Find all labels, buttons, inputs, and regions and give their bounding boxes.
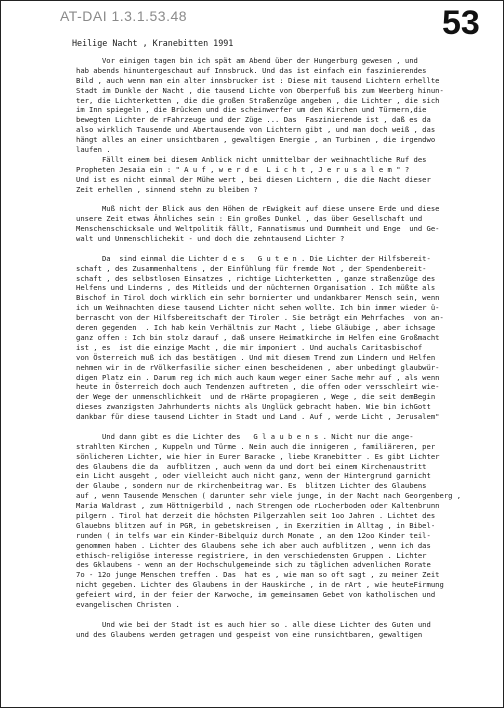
text-line: ethisch-religiöse interesse registriere, in den verschiedensten Gruppen . Lichter [76, 550, 427, 560]
text-line: im Inn spiegeln , die Brücken und die scheinwerfer um den Kirchen und Türmern,die [76, 105, 427, 115]
text-line: auf , wenn Tausende Menschen ( darunter sehr viele junge, in der Nacht nach Georgenberg , [76, 491, 462, 501]
paragraph-gap [76, 610, 500, 620]
text-line: Fällt einem bei diesem Anblick nicht unmittelbar der weihnachtliche Ruf des [76, 154, 427, 164]
text-line: von Österreich muß ich das bestätigen . Und mit diesem Trend zum Lindern und Helfen [76, 352, 436, 362]
text-line: nehmen wir in de rVölkerfasilie sicher einen bescheidenen , aber unbedingt glaubwür- [76, 362, 440, 372]
text-line: dieses zwanzigsten Jahrhunderts nichts als Unglück gebracht haben. Wie bin ichGott [76, 402, 431, 412]
text-line: Helfens und Linderns , des Mitleids und der nüchternen Organisation . Ich müßte als [76, 283, 436, 293]
text-line: gefeiert wird, in der feier der Karwoche, im gemeinsamen Gebet von katholischen und [76, 590, 436, 600]
text-line: laufen . [76, 145, 111, 155]
text-line: der Glaube , sondern nur de rkirchenbeitrag war. Es blitzen Lichter des Glaubens [76, 481, 427, 491]
text-line: und des Glaubens werden getragen und gespeist von eine runsichtbaren, gewaltigen [76, 629, 423, 639]
text-line: der Wege der unmenschlichkeit und de rHärte propagieren , Wege , die seit demBegin [76, 392, 436, 402]
paragraph-1 [76, 56, 500, 155]
text-line: pilgern . Tirol hat derzeit die höchsten Pilgerzahlen seit 1oo Jahren . Lichtet des [76, 510, 436, 520]
paragraph-3 [76, 204, 500, 244]
text-line: Vor einigen tagen bin ich spät am Abend über der Hungerburg gewesen , und [76, 56, 418, 65]
text-line: ein Licht ausgeht , oder vielleicht auch nicht ganz, wenn der Hintergrund garnicht [76, 471, 431, 481]
text-line: ist , es ist die einzige Macht , die mir imponiert . Und auchals Caritasbischof [76, 342, 423, 352]
text-line: Zeit erhellen , sinnend stehn zu bleiben ? [76, 184, 258, 194]
paragraph-gap [76, 194, 500, 204]
page-number: 53 [442, 4, 480, 42]
text-line: walt und Unmenschlichekit - und doch die zehntausend Lichter ? [76, 234, 345, 244]
text-line: Bild , auch wenn man ein alter innsbrucker ist : Diese mit tausend Lichtern erhellte [76, 75, 440, 85]
text-line: 7o - 12o junge Menschen treffen . Das hat es , wie man so oft sagt , zu meiner Zeit [76, 570, 440, 580]
text-line: runden ( in telfs war ein Kinder-Bibelquiz durch Monate , an dem 12oo Kinder teil- [76, 530, 431, 540]
text-line: Glauebns blitzen auf in PGR, in gebetskreisen , in Exerzitien im Alltag , in Bibel- [76, 520, 436, 530]
text-line: digen Platz ein . Darum reg ich mich auch kaum weger einer Sache mehr auf , als wenn [76, 372, 440, 382]
document-title: Heilige Nacht , Kranebitten 1991 [72, 38, 234, 48]
text-line: schaft , des Zusammenhaltens , der Einfühlung für fremde Not , der Spendenbereit- [76, 263, 427, 273]
text-line: ich um Weihnachten diese tausend Lichter nicht sehen wollte. Ich bin immer wieder ü- [76, 303, 440, 313]
text-line: deren gegenden . Ich hab kein Verhältnis zur Macht , liebe Gläubige , aber ichsage [76, 323, 436, 333]
archive-stamp: AT-DAI 1.3.1.53.48 [60, 8, 188, 24]
text-line: heute in Österreich doch auch Tendenzen auftreten , die offen oder versschleirt wie- [76, 382, 440, 392]
text-line: schaft , des selbstlosen Einsatzes , richtige Lichterketten , ganze straßenzüge des [76, 273, 436, 283]
text-line: Muß nicht der Blick aus den Höhen de rEwigkeit auf diese unsere Erde und diese [76, 204, 440, 214]
paragraph-4 [76, 254, 500, 422]
text-line: des Gklaubens - wenn an der Hochschulgemeinde sich zu täglichen advenlichen Rorate [76, 560, 431, 570]
text-line: Stadt im Dunkle der Nacht , die tausend Lichte von Oberperfuß bis zum Weerberg hinun- [76, 85, 444, 95]
text-line: also wirklich Tausende und Abertausende von Lichtern gibt , und man doch weiß , das [76, 125, 436, 135]
text-line: berrascht von der Hilfsbereitschaft der Tiroler . Sie beträgt ein Mehrfaches von an- [76, 313, 444, 323]
paragraph-5 [76, 432, 500, 610]
text-line: ter, die Lichterketten , die die großen Straßenzüge angeben , die Lichter , die sich [76, 95, 440, 105]
text-line: bewegten Lichter de rFahrzeuge und der Züge ... Das Faszinierende ist , daß es da [76, 115, 431, 125]
text-line: Propheten Jesaia ein : " A u f , w e r d e L i c h t , J e r u s a l e m " ? [76, 164, 410, 174]
text-line: Und wie bei der Stadt ist es auch hier so . alle diese Lichter des Guten und [76, 619, 431, 629]
text-line: genommen haben . Lichter des Glaubens sehe ich aber auch aufblitzen , wenn ich das [76, 540, 431, 550]
text-line: des Glaubens die da aufblitzen , auch wenn da und dort bei einem Kirchenaustritt [76, 461, 427, 471]
text-line: Da sind einmal die Lichter d e s G u t e n . Die Lichter der Hilfsbereit- [76, 253, 431, 263]
text-line: strahlten Kirchen , Kuppeln und Türme . Nein auch die innigeren , familiäreren, per [76, 441, 436, 451]
text-line: Und dann gibt es die Lichter des G l a u b e n s . Nicht nur die ange- [76, 431, 414, 441]
paragraph-gap [76, 422, 500, 432]
paragraph-2 [76, 155, 500, 195]
text-line: Und ist es nicht einmal der Mühe wert , bei diesen Lichtern , die die Nacht dieser [76, 174, 431, 184]
text-line: ganz offen : Ich bin stolz darauf , daß unsere Heimatkirche im Helfen eine Großmacht [76, 332, 440, 342]
text-line: Bischof in Tirol doch wirklich ein sehr bornierter und undankbarer Mensch sein, wenn [76, 293, 440, 303]
text-line: sönlicheren Lichter, wie hier in Eurer Baracke , liebe Kranebitter . Es gibt Lichter [76, 451, 440, 461]
text-line: unsere Zeit etwas Ähnliches sein : Ein großes Dunkel , das über Gesellschaft und [76, 214, 423, 224]
paragraph-6 [76, 620, 500, 640]
text-line: dankbar für diese tausend Lichter in Stadt und Land . Auf , werde Licht , Jerusalem" [76, 412, 440, 422]
document-body [76, 56, 500, 640]
paragraph-gap [76, 244, 500, 254]
text-line: Maria Waldrast , zum Höttnigerbild , nach Strengen ode rLocherboden oder Kaltenbrunn [76, 501, 440, 511]
text-line: nicht gegeben. Lichter des Glaubens in der Hauskirche , in de rArt , wie heuteFirmung [76, 580, 444, 590]
text-line: hängt alles an einer unsichtbaren , gewaltigen Energie , an Turbinen , die irgendwo [76, 135, 436, 145]
text-line: evangelischen Christen . [76, 599, 180, 609]
text-line: Menschenschicksale und Weltpolitik fällt, Fannatismus und Dummheit und Enge und Ge- [76, 224, 440, 234]
text-line: hab abends hinuntergeschaut auf Innsbruck. Und das ist einfach ein faszinierendes [76, 65, 427, 75]
